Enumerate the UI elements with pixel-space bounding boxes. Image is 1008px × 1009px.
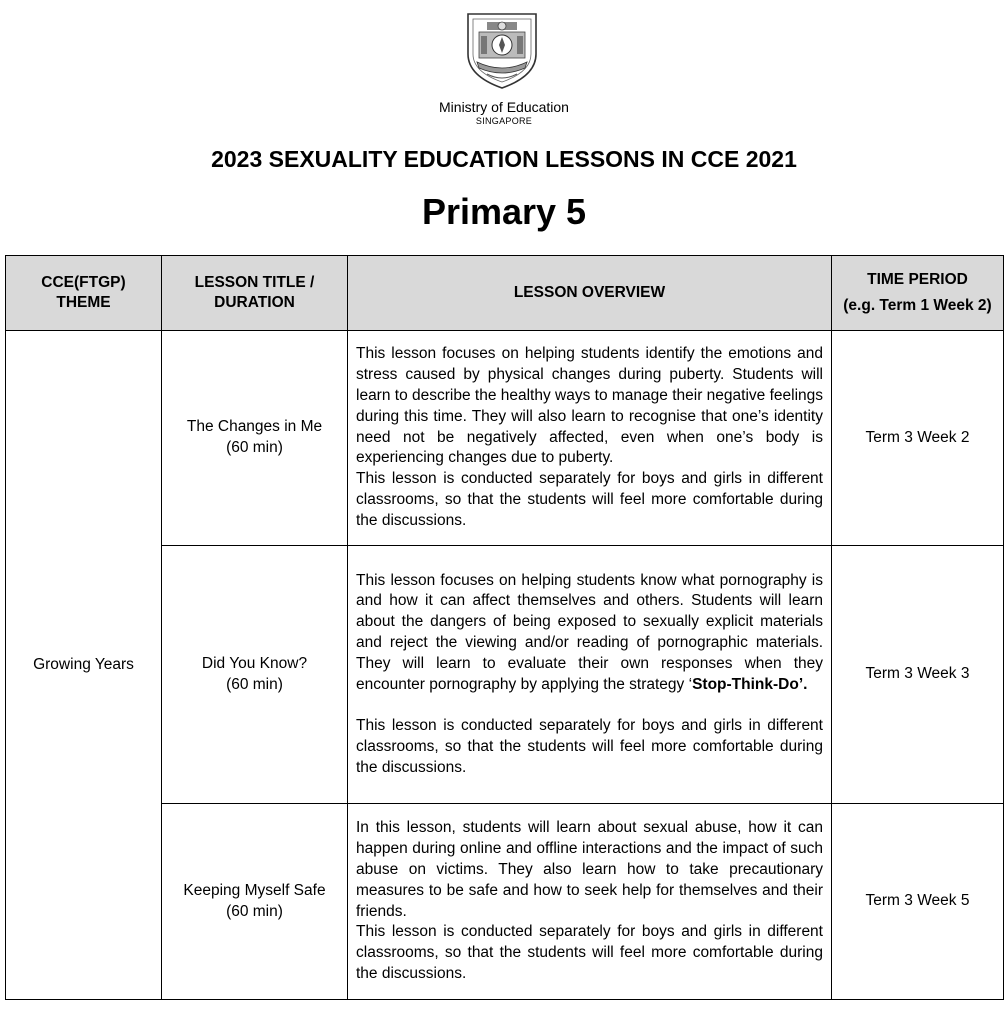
lesson-title: Did You Know? <box>201 654 308 672</box>
overview-paragraph: This lesson focuses on helping students identify the emotions and stress caused by physical changes during puberty. Students will learn to describe the healthy ways to manage their negative feelings during this time. They will also learn to recognise that one’s identity need not be negatively affected, even when one’s body is experiencing changes due to puberty. <box>356 345 824 467</box>
overview-paragraph: In this lesson, students will learn about sexual abuse, how it can happen during online and offline interactions and the impact of such abuse on victims. They also learn how to take precautionary measures to be safe and how to seek help for themselves and their friends. <box>356 819 823 920</box>
overview-note: This lesson is conducted separately for boys and girls in different classrooms, so that the students will feel more comfortable during the discussions. <box>356 717 823 776</box>
header-theme: CCE(FTGP) THEME <box>6 256 162 331</box>
header-time-period-example: (e.g. Term 1 Week 2) <box>843 297 992 314</box>
theme-cell: Growing Years <box>6 331 162 1000</box>
table-header-row <box>6 256 1004 331</box>
header-lesson-title: LESSON TITLE / DURATION <box>162 256 348 331</box>
ministry-country: SINGAPORE <box>475 116 533 126</box>
overview-note: This lesson is conducted separately for boys and girls in different classrooms, so that the students will feel more comfortable during the discussions. <box>356 470 823 529</box>
ministry-name: Ministry of Education <box>439 99 569 115</box>
lesson-duration: (60 min) <box>226 902 283 920</box>
header-lesson-overview: LESSON OVERVIEW <box>348 256 832 331</box>
lesson-title-cell <box>162 331 348 546</box>
level-title: Primary 5 <box>421 191 587 232</box>
lesson-overview-cell <box>348 331 832 546</box>
lesson-duration: (60 min) <box>226 439 283 456</box>
lesson-duration: (60 min) <box>226 675 283 693</box>
overview-paragraph: This lesson focuses on helping students know what pornography is and how it can affect themselves and others. Students will learn about the dangers of being exposed to sexually explicit materials and reject the viewing and/or reading of pornographic materials. They will learn to evaluate their own responses when they encounter pornography by applying the strategy ‘Stop-Think-Do’. <box>356 571 823 693</box>
moe-crest-logo <box>465 12 539 90</box>
lesson-title-cell <box>162 546 348 804</box>
lessons-table <box>5 255 1004 1000</box>
table-row <box>6 331 1004 546</box>
header-time-period-label: TIME PERIOD <box>867 271 968 288</box>
time-period-cell: Term 3 Week 5 <box>832 804 1004 1000</box>
lesson-title-cell <box>162 804 348 1000</box>
lesson-title: The Changes in Me <box>186 418 323 436</box>
lesson-overview-cell <box>348 804 832 1000</box>
lesson-overview-cell <box>348 546 832 804</box>
lesson-title: Keeping Myself Safe <box>183 881 326 899</box>
strategy-name: Stop-Think-Do’. <box>692 675 808 693</box>
time-period-cell: Term 3 Week 3 <box>832 546 1004 804</box>
overview-note: This lesson is conducted separately for boys and girls in different classrooms, so that the students will feel more comfortable during the discussions. <box>356 923 823 982</box>
header-time-period <box>832 256 1004 331</box>
time-period-cell: Term 3 Week 2 <box>832 331 1004 546</box>
document-title: 2023 SEXUALITY EDUCATION LESSONS IN CCE 2021 <box>211 146 797 172</box>
